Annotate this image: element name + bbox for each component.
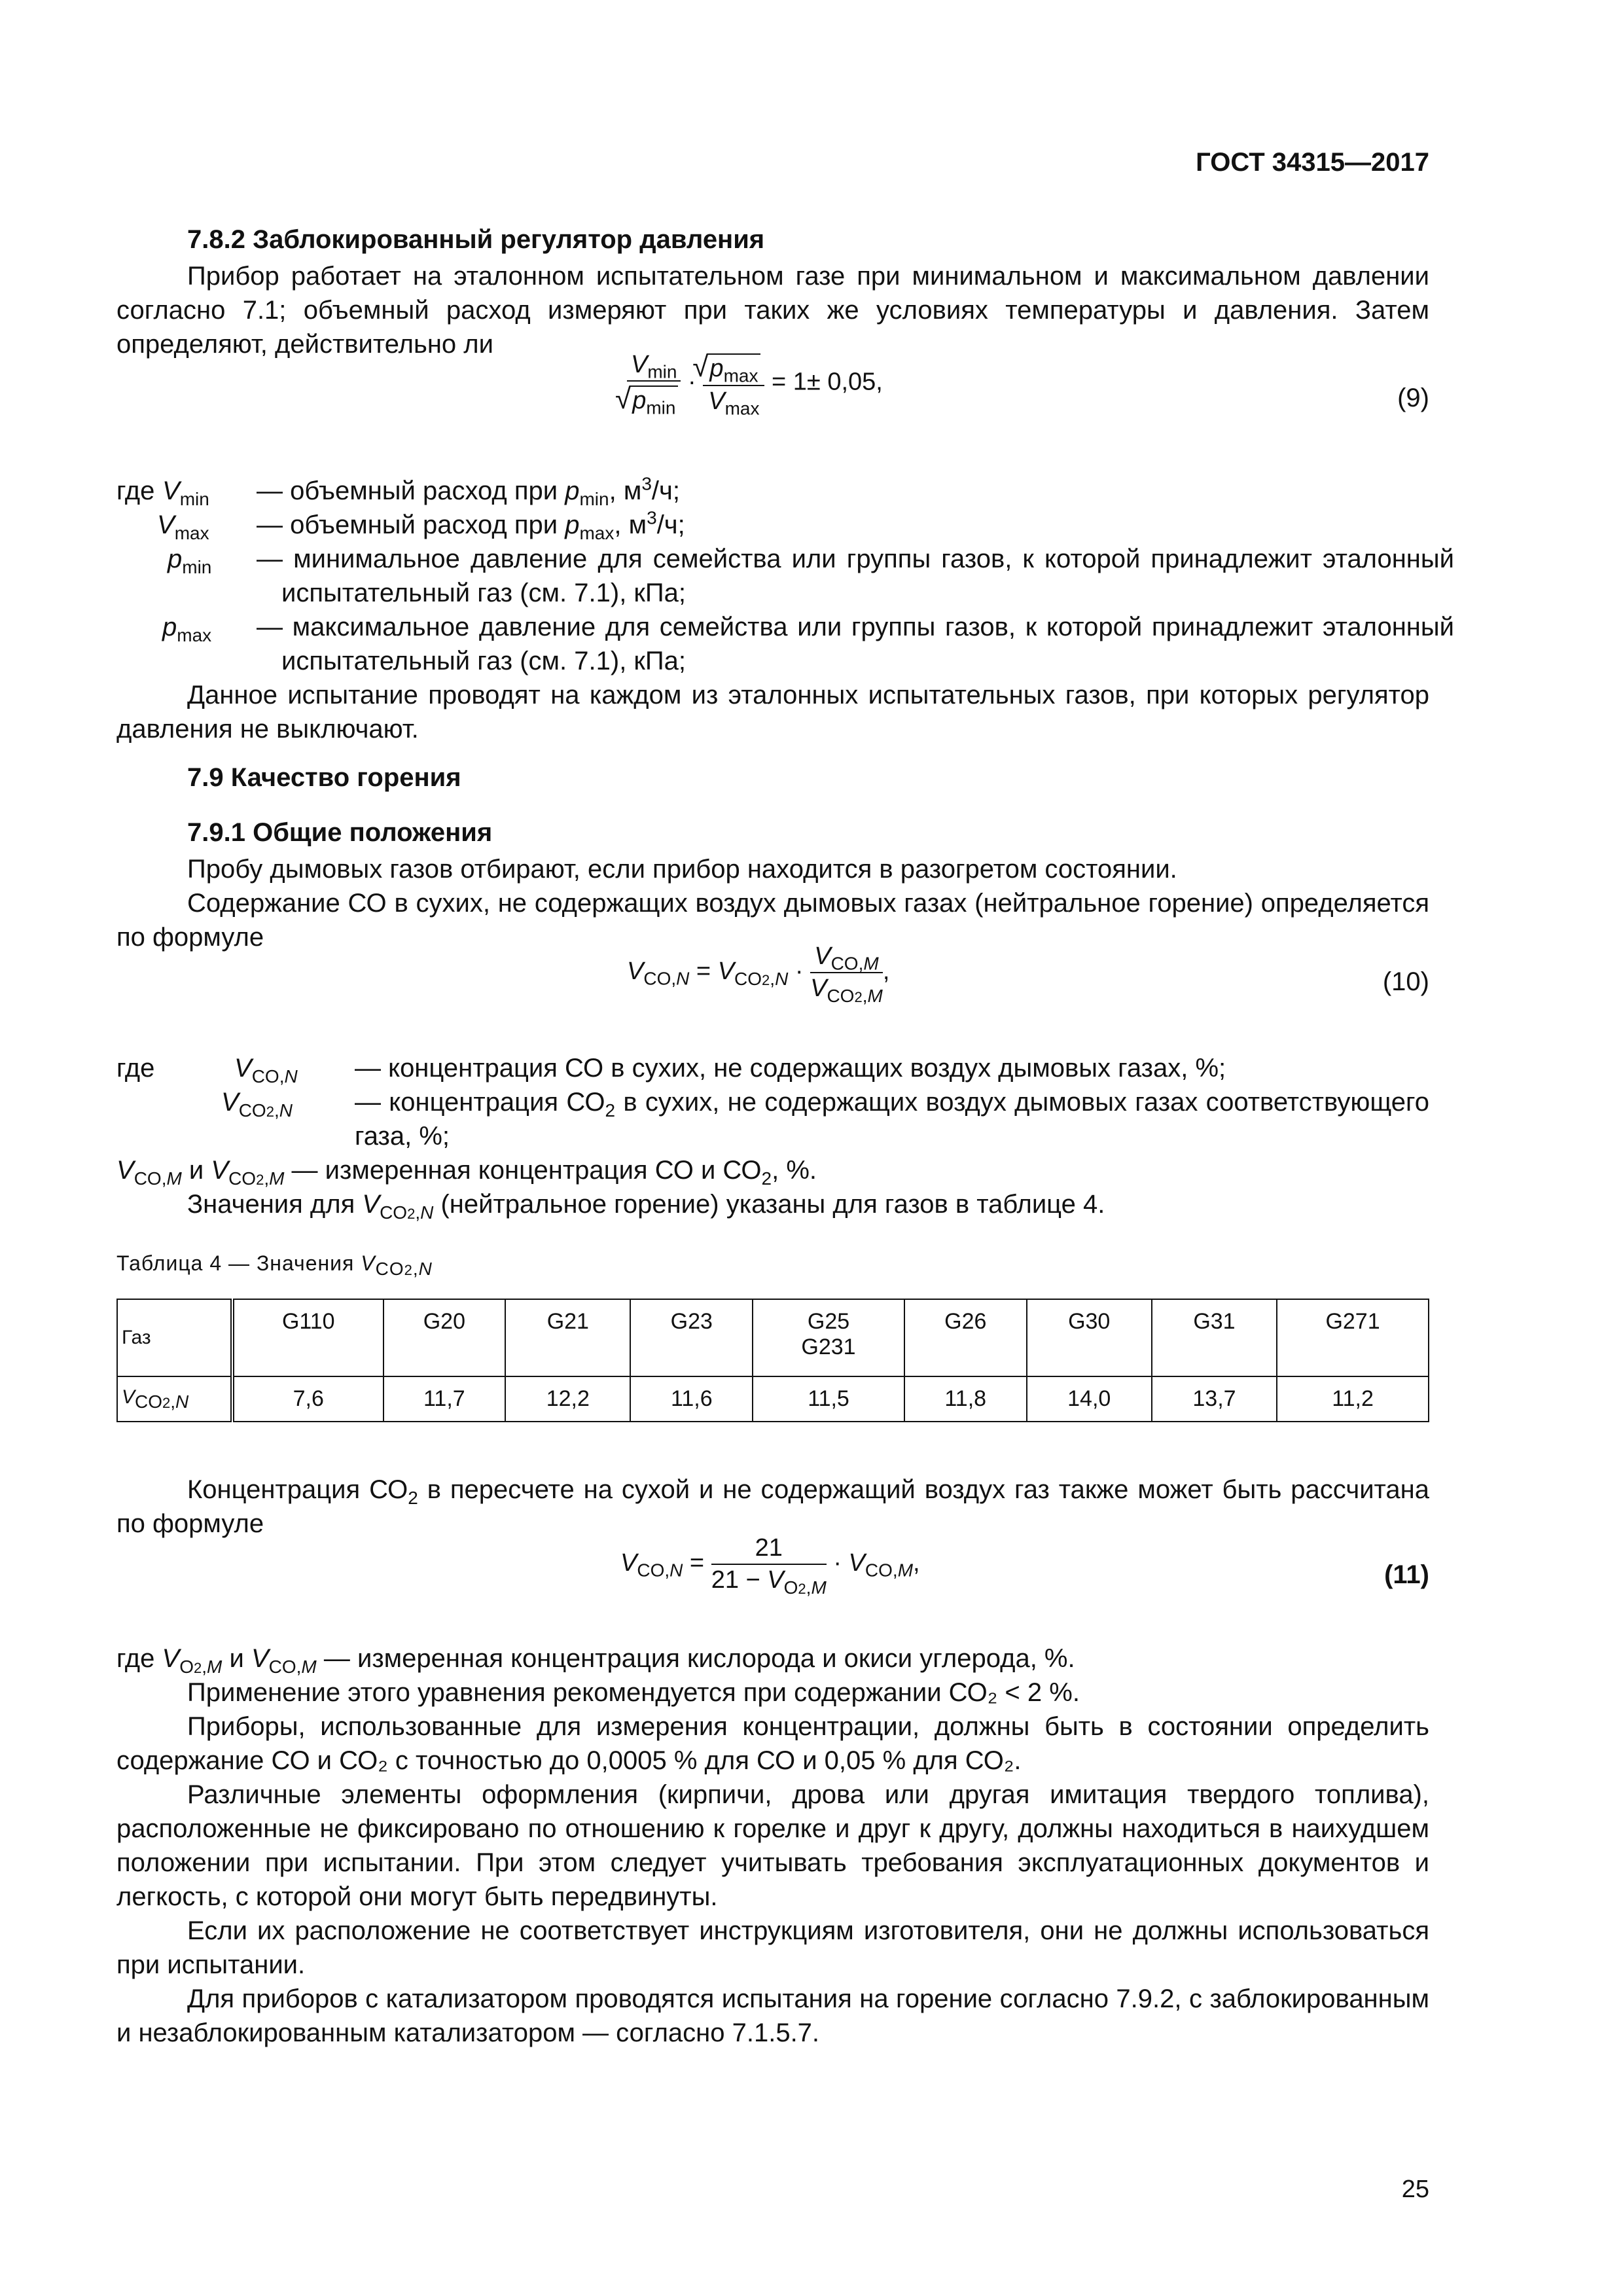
table-row	[117, 1299, 1429, 1376]
table-cell: G26	[904, 1299, 1027, 1376]
table-cell: 14,0	[1027, 1376, 1152, 1422]
table-cell: G110	[232, 1299, 383, 1376]
document-page: ГОСТ 34315—2017 7.8.2 Заблокированный регулятор давления Прибор работает на эталонном испытательном газе при минимальном и максимальном давлении согласно 7.1; объемный расход измеряют при таких же условиях температуры и давления. Затем определяют, действительно ли $V_{min}$ √ $p_{min}$ · √ $\frac{p_{max}}{V_{max}}$ = 1± 0,05, (9) где $V_{min}$ — объемный расход при $p_{min}$, $м^3/ч$; $V_{max}$ — объемный расход при $p_{max}$, $м^3/ч$; $p_{min}$ — минимальное давление для семейства или группы газов, к которой принадлежит эталонный испытательный газ (см. 7.1), кПа; $p_{max}$ — максимальное давление для семейства или группы газов, к которой принадлежит эталонный испытательный газ (см. 7.1), кПа; Данное испытание проводят на каждом из эталонных испытательных газов, при которых регулятор давления не выключают. 7.9 Качество горения 7.9.1 Общие положения Пробу дымовых газов отбирают, если прибор находится в разогретом состоянии. Содержание СО в сухих, не содержащих воздух дымовых газах (нейтральное горение) определяется по формуле $V_{CO,N} = V_{CO2,N}$ · $\frac{V_{CO,M}}{V_{CO2,M}}$ , (10) где $V_{CO,N}$ — концентрация СО в сухих, не содержащих воздух дымовых газах, %; $V_{CO2,N}$ — концентрация $СО_2$ в сухих, не содержащих воздух дымовых газах соответствующего газа, %; $V_{CO,M}$ и $V_{CO2,M}$ — измеренная концентрация СО и $СО_2$, %. Значения для $V_{CO2,N}$ (нейтральное горение) указаны для газов в таблице 4. Таблица 4 — Значения $V_{CO2,N}$ Газ G110 G20 G21 G23 G25 G231 G26 G30 G31 G271 $V_{CO2,N}$ 7,6 11,7 12,2 11,6 11,5 11,8 14,0 13,7 11,2 Концентрация $СО_2$ в пересчете на сухой и не содержащий воздух газ также может быть рассчитана по формуле $V_{CO,N}$ = $\frac{21}{21 - V_{O2,M}}$ · $V_{CO,M}$, (11) где $V_{O2,M}$ и $V_{CO,M}$ — измеренная концентрация кислорода и окиси углерода, %. Применение этого уравнения рекомендуется при содержании СО₂ < 2 %. Приборы, использованные для измерения концентрации, должны быть в состоянии определить содержание СО и СО₂ с точностью до 0,0005 % для СО и 0,05 % для СО₂. Различные элементы оформления (кирпичи, дрова или другая имитация твердого топлива), расположенные не фиксировано по отношению к горелке и друг к другу, должны находиться в наихудшем положении при испытании. При этом следует учитывать требования эксплуатационных документов и легкость, с которой они могут быть передвинуты. Если их расположение не соответствует инструкциям изготовителя, они не должны использоваться при испытании. Для приборов с катализатором проводятся испытания на горение согласно 7.9.2, с заблокированным и незаблокированным катализатором — согласно 7.1.5.7. 25	[116, 0, 1429, 2296]
paragraph: Пробу дымовых газов отбирают, если прибор находится в разогретом состоянии.	[187, 855, 1177, 884]
equation-number-9: (9)	[1397, 384, 1429, 412]
paragraph: Если их расположение не соответствует инструкциям изготовителя, они не должны использоваться при испытании.	[116, 1916, 1429, 1979]
table-cell: 11,2	[1277, 1376, 1429, 1422]
table-cell: 11,5	[753, 1376, 904, 1422]
table-cell: 12,2	[505, 1376, 630, 1422]
heading-7-8-2: 7.8.2 Заблокированный регулятор давления	[187, 225, 765, 254]
paragraph: Различные элементы оформления (кирпичи, дрова или другая имитация твердого топлива), расположенные не фиксировано по отношению к горелке и друг к другу, должны находиться в наихудшем положении при испытании. При этом следует учитывать требования эксплуатационных документов и легкость, с которой они могут быть передвинуты.	[116, 1780, 1429, 1911]
heading-7-9: 7.9 Качество горения	[187, 763, 461, 792]
paragraph: Данное испытание проводят на каждом из эталонных испытательных газов, при которых регулятор давления не выключают.	[116, 681, 1429, 744]
table-caption: Таблица 4 — Значения $V_{CO2,N}$	[116, 1251, 433, 1280]
paragraph: Содержание СО в сухих, не содержащих воздух дымовых газах (нейтральное горение) определяется по формуле	[116, 889, 1429, 952]
table-cell: 11,7	[383, 1376, 506, 1422]
equation-number-10: (10)	[1382, 967, 1429, 996]
doc-code: ГОСТ 34315—2017	[1196, 148, 1429, 177]
table-cell: 7,6	[232, 1376, 383, 1422]
table-cell: G21	[505, 1299, 630, 1376]
paragraph: Значения для $V_{CO2,N}$ (нейтральное горение) указаны для газов в таблице 4.	[187, 1190, 1105, 1223]
table-cell: G23	[630, 1299, 753, 1376]
table-cell: 13,7	[1152, 1376, 1277, 1422]
definition-item: где $V_{O2,M}$ и $V_{CO,M}$ — измеренная концентрация кислорода и окиси углерода, %.	[116, 1644, 1075, 1677]
table-cell: 11,8	[904, 1376, 1027, 1422]
paragraph: Для приборов с катализатором проводятся испытания на горение согласно 7.9.2, с заблокированным и незаблокированным катализатором — согласно 7.1.5.7.	[116, 1984, 1429, 2047]
table-cell: G25 G231	[753, 1299, 904, 1376]
paragraph: Применение этого уравнения рекомендуется при содержании СО₂ < 2 %.	[187, 1678, 1080, 1707]
table-cell: G271	[1277, 1299, 1429, 1376]
formula-11: $V_{CO,N}$ = $\frac{21}{21 - V_{O2,M}}$ · $V_{CO,M}$,	[620, 1534, 920, 1598]
table-header-cell: Газ	[117, 1299, 232, 1376]
formula-9: $V_{min}$ √ $p_{min}$ · √ $\frac{p_{max}}{V_{max}}$ = 1± 0,05,	[627, 351, 883, 416]
paragraph: Прибор работает на эталонном испытательном газе при минимальном и максимальном давлении согласно 7.1; объемный расход измеряют при таких же условиях температуры и давления. Затем определяют, действительно ли	[116, 262, 1429, 359]
paragraph: Приборы, использованные для измерения концентрации, должны быть в состоянии определить содержание СО и СО₂ с точностью до 0,0005 % для СО и 0,05 % для СО₂.	[116, 1712, 1429, 1775]
formula-10: $V_{CO,N} = V_{CO2,N}$ · $\frac{V_{CO,M}}{V_{CO2,M}}$ ,	[627, 942, 890, 1006]
table-row	[117, 1376, 1429, 1422]
table-cell: 11,6	[630, 1376, 753, 1422]
table-cell: G31	[1152, 1299, 1277, 1376]
table-4	[116, 1299, 1429, 1422]
equation-number-11: (11)	[1384, 1560, 1429, 1589]
page-number: 25	[1401, 2176, 1429, 2203]
table-header-cell: $V_{CO2,N}$	[117, 1376, 232, 1422]
paragraph: Концентрация $СО_2$ в пересчете на сухой и не содержащий воздух газ также может быть рассчитана по формуле	[116, 1475, 1429, 1538]
heading-7-9-1: 7.9.1 Общие положения	[187, 818, 493, 847]
table-cell: G30	[1027, 1299, 1152, 1376]
table-cell: G20	[383, 1299, 506, 1376]
